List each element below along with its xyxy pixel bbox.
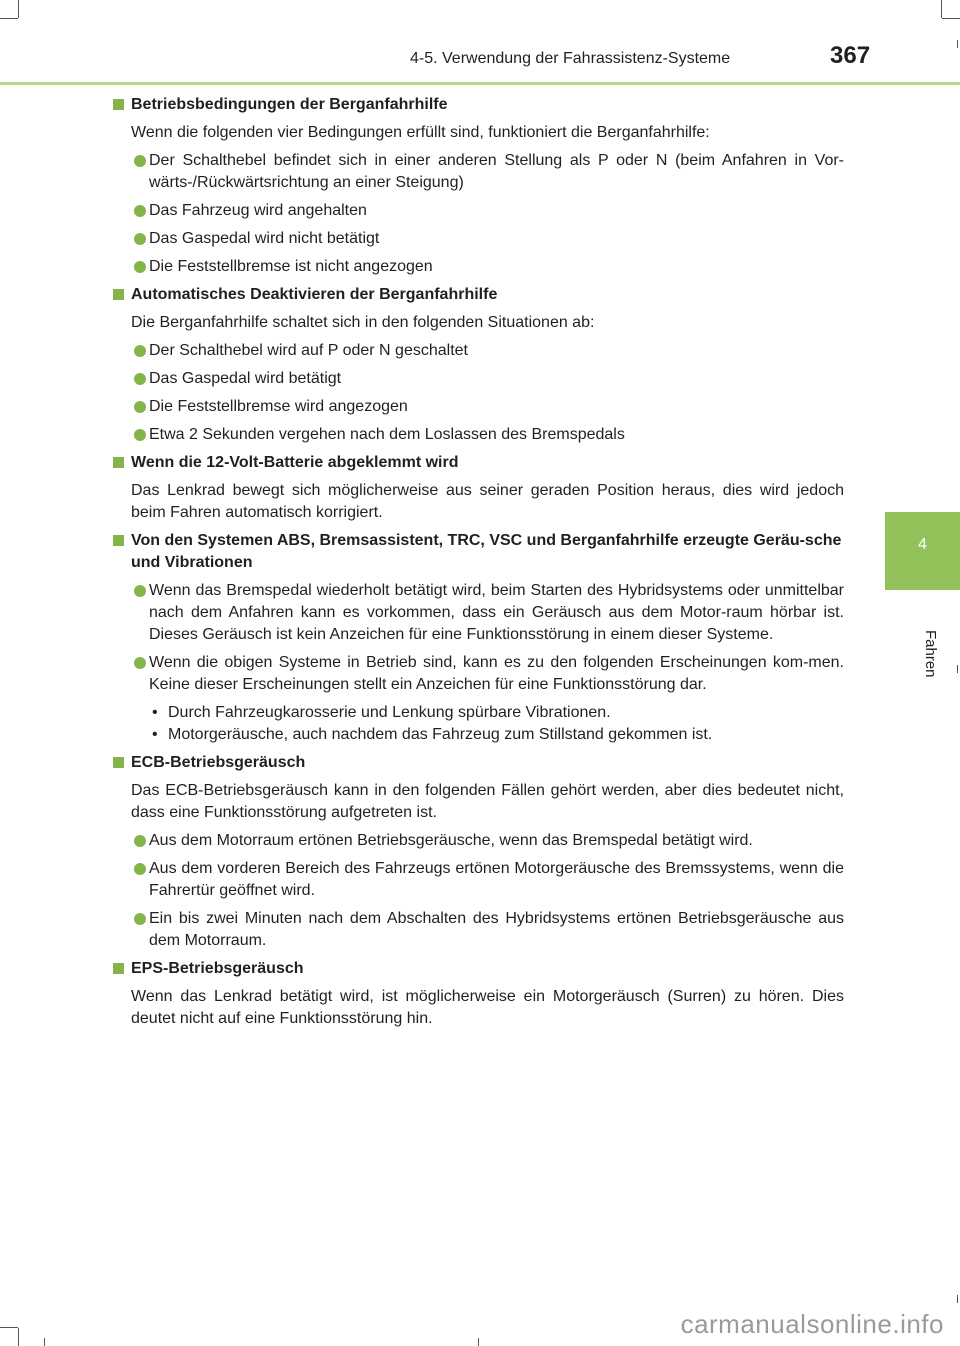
bullet-item — [112, 908, 844, 952]
bullet-text: Der Schalthebel wird auf P oder N geschaltet — [149, 342, 468, 359]
section-heading — [112, 752, 844, 774]
chapter-label: Fahren — [922, 630, 939, 678]
crop-mark — [18, 1328, 19, 1346]
section-heading-text: ECB-Betriebsgeräusch — [131, 754, 306, 771]
bullet-text: Das Fahrzeug wird angehalten — [149, 202, 367, 219]
circle-bullet-icon — [134, 373, 146, 385]
page-number: 367 — [830, 42, 871, 69]
sub-bullet-text: Motorgeräusche, auch nachdem das Fahrzeug zum Stillstand gekommen ist. — [168, 726, 713, 743]
circle-bullet-icon — [134, 155, 146, 167]
sub-bullet-item — [112, 724, 844, 746]
bullet-text: Etwa 2 Sekunden vergehen nach dem Loslassen des Bremspedals — [149, 426, 625, 443]
bullet-text: Das Gaspedal wird nicht betätigt — [149, 230, 380, 247]
bullet-item — [112, 652, 844, 696]
square-bullet-icon — [113, 535, 124, 546]
paragraph: Die Berganfahrhilfe schaltet sich in den folgenden Situationen ab: — [131, 314, 595, 331]
bullet-item — [112, 228, 844, 250]
bullet-item — [112, 580, 844, 646]
section-heading — [112, 958, 844, 980]
crop-mark — [941, 0, 942, 18]
square-bullet-icon — [113, 99, 124, 110]
section-heading-text: Betriebsbedingungen der Berganfahrhilfe — [131, 96, 448, 113]
square-bullet-icon — [113, 457, 124, 468]
crop-mark — [44, 1338, 45, 1346]
circle-bullet-icon — [134, 657, 146, 669]
circle-bullet-icon — [134, 585, 146, 597]
circle-bullet-icon — [134, 205, 146, 217]
section-heading — [112, 94, 844, 116]
circle-bullet-icon — [134, 835, 146, 847]
bullet-item — [112, 340, 844, 362]
bullet-item — [112, 200, 844, 222]
paragraph: Das Lenkrad bewegt sich möglicherweise aus seiner geraden Position heraus, dies wird jedoch beim Fahren automatisch korrigiert. — [131, 482, 844, 521]
circle-bullet-icon — [134, 345, 146, 357]
chapter-number: 4 — [918, 536, 927, 553]
circle-bullet-icon — [134, 233, 146, 245]
bullet-item — [112, 830, 844, 852]
dot-bullet-icon: • — [152, 726, 158, 743]
crop-mark — [478, 1338, 479, 1346]
bullet-text: Das Gaspedal wird betätigt — [149, 370, 342, 387]
paragraph: Wenn das Lenkrad betätigt wird, ist möglicherweise ein Motorgeräusch (Surren) zu hören. Dies deutet nicht auf eine Funktionsstörung hin. — [131, 988, 844, 1027]
bullet-text: Ein bis zwei Minuten nach dem Abschalten des Hybridsystems ertönen Betriebsgeräusche aus dem Motorraum. — [149, 910, 844, 949]
page-content — [112, 94, 844, 1030]
bullet-text: Wenn die obigen Systeme in Betrieb sind, kann es zu den folgenden Erscheinungen kom-men. Keine dieser Erscheinungen stellt ein Anzeichen für eine Funktionsstörung dar. — [149, 654, 844, 693]
circle-bullet-icon — [134, 913, 146, 925]
sub-bullet-text: Durch Fahrzeugkarosserie und Lenkung spürbare Vibrationen. — [168, 704, 611, 721]
circle-bullet-icon — [134, 429, 146, 441]
section-heading — [112, 452, 844, 474]
paragraph: Wenn die folgenden vier Bedingungen erfüllt sind, funktioniert die Berganfahrhilfe: — [131, 124, 710, 141]
chapter-tab — [885, 512, 960, 590]
square-bullet-icon — [113, 289, 124, 300]
bullet-text: Aus dem vorderen Bereich des Fahrzeugs ertönen Motorgeräusche des Bremssystems, wenn die Fahrertür geöffnet wird. — [149, 860, 844, 899]
dot-bullet-icon: • — [152, 704, 158, 721]
crop-mark — [0, 18, 18, 19]
bullet-item — [112, 256, 844, 278]
sub-bullet-item — [112, 702, 844, 724]
crop-mark — [942, 18, 960, 19]
section-heading-text: EPS-Betriebsgeräusch — [131, 960, 304, 977]
bullet-item — [112, 858, 844, 902]
section-heading — [112, 284, 844, 306]
section-header-title: 4-5. Verwendung der Fahrassistenz-Systeme — [410, 50, 731, 67]
bullet-text: Wenn das Bremspedal wiederholt betätigt wird, beim Starten des Hybridsystems oder unmittelbar nach dem Anfahren kann es vorkommen, dass ein Geräusch aus dem Motor-raum hörbar ist. Dieses Geräusch ist kein Anzeichen für eine Funktionsstörung in einem dieser Systeme. — [149, 582, 844, 643]
bullet-text: Die Feststellbremse wird angezogen — [149, 398, 408, 415]
section-heading-text: Wenn die 12-Volt-Batterie abgeklemmt wird — [131, 454, 459, 471]
crop-mark — [957, 1295, 958, 1303]
bullet-item — [112, 396, 844, 418]
section-heading — [112, 530, 844, 574]
paragraph: Das ECB-Betriebsgeräusch kann in den folgenden Fällen gehört werden, aber dies bedeutet nicht, dass eine Funktionsstörung aufgetreten ist. — [131, 782, 844, 821]
bullet-text: Aus dem Motorraum ertönen Betriebsgeräusche, wenn das Bremspedal betätigt wird. — [149, 832, 753, 849]
crop-mark — [0, 1327, 18, 1328]
bullet-item — [112, 150, 844, 194]
crop-mark — [957, 40, 958, 48]
square-bullet-icon — [113, 963, 124, 974]
bullet-text: Die Feststellbremse ist nicht angezogen — [149, 258, 433, 275]
square-bullet-icon — [113, 757, 124, 768]
header-rule — [0, 82, 960, 85]
circle-bullet-icon — [134, 261, 146, 273]
section-heading-text: Automatisches Deaktivieren der Berganfahrhilfe — [131, 286, 498, 303]
section-heading-text: Von den Systemen ABS, Bremsassistent, TRC, VSC und Berganfahrhilfe erzeugte Geräu-sche und Vibrationen — [131, 532, 842, 571]
bullet-item — [112, 368, 844, 390]
bullet-text: Der Schalthebel befindet sich in einer anderen Stellung als P oder N (beim Anfahren in Vor-wärts-/Rückwärtsrichtung an einer Steigung) — [149, 152, 844, 191]
bullet-item — [112, 424, 844, 446]
circle-bullet-icon — [134, 863, 146, 875]
crop-mark — [18, 0, 19, 18]
circle-bullet-icon — [134, 401, 146, 413]
watermark: carmanualsonline.info — [680, 1309, 944, 1339]
crop-mark — [957, 665, 958, 673]
